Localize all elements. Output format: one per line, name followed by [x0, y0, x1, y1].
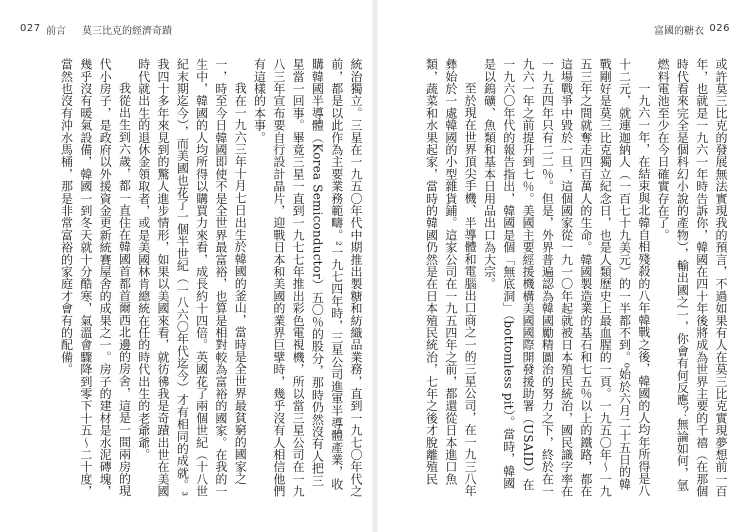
- right-page-header: [385, 22, 730, 38]
- left-page-number: 027: [20, 23, 41, 34]
- right-section-title: 富國的糖衣: [654, 26, 704, 37]
- right-body-text: [385, 58, 730, 498]
- paragraph: 一九六一年，在結束與北韓自相殘殺的八年韓戰之後，韓國的人均年所得是八十二元，就連迦納人（一百七十九美元）的一半都不到。⁰始於六月二十五日的韓戰剛好是莫三比克獨立紀念日，也是人類歷史上最血腥的一頁。一九五〇年～一九五三年之間就奪走四百萬人的生命。韓國製造業的基石和七五％以上的鐵路，都在這場戰爭中毀於一旦，這個國家從一九一〇年起就被日本殖民統治，國民識字率在一九五四年只有二二％。但是，外界普遍認為韓國勵精圖治的努力之下，終於在一九六一年之前提升到七％。美國主要經援機構美國國際開發援助署（USAID）在一九六〇年代的報告指出，韓國是個「無底洞」（bottomless pit）。當時，韓國是以鎢礦、魚類和基本日用品出口為大宗。: [482, 58, 651, 498]
- left-page: [20, 22, 365, 502]
- left-body-text: [20, 58, 365, 498]
- paragraph: 或許莫三比克的發展無法實現我的預言，不過如果有人在莫三比克實現夢想前一百年，也就是一九六一年時告訴你，韓國在四十年後將成為世界主要的千禧（在那個時代看來完全是個科幻小說的產物），輸出國之一，你會有何反應？無論如何，氫燃料電池至少在今日確實存在了。: [656, 58, 728, 498]
- paragraph: 統治獨立。三星在一九五〇年代中期推出製糖和紡織品業務，直到一九七〇年代之前，都是以此作為主要業務範疇。²一九七四年時，三星公司進軍半導體產業，收購韓國半導體（Korea Semiconductor）五〇％的股分，那時仍然沒有人把三星當一回事。畢竟三星一直到一九七七年推出彩色電視機，所以當三星公司在一九八三年宣布要自行設計晶片，迎戰日本和美國的業界巨擘時，幾乎沒有人相信他們有這樣的本事。: [252, 58, 363, 498]
- book-gutter: [372, 0, 378, 532]
- right-page: [385, 22, 730, 502]
- paragraph: 我在一九六三年十月七日出生於韓國的釜山，當時是全世界最貧窮的國家之一，時至今日韓國即使不是全世界最富裕，也算是相對較為富裕的國家。在我的一生中，韓國的人均所得以購買力來看，成長約十四倍。英國花了兩個世紀（十八世紀末期迄今），而美國也花了一個半世紀（一八六〇年代迄今）才有相同的成就。³我四十多年來見到的驚人進步情形，如果以美國來看，就彷彿我是奇蹟出世在美國時代就出生的退休金領取者，或是美國林肯總統在任的時代出生的老爺爺。: [136, 58, 248, 498]
- right-page-number: 026: [709, 23, 730, 34]
- paragraph: 我從出生到六歲，都一直住在韓國首都首爾西北邊的房舍，這是一間兩房的現代小房子，是政府以外援資金更新統賽屋舍的成果之一。房子的建材是水泥磚塊，幾乎沒有暖氣設備，韓國一到冬天就十分酷寒，氣溫會驟降到零下十五～二十度，當然也沒有沖水馬桶，那是非常富裕的家庭才會有的配備。: [59, 58, 132, 498]
- left-page-header: [20, 22, 365, 38]
- left-section-title: 莫三比克的經濟奇蹟: [82, 26, 172, 37]
- chapter-label: 前言: [46, 26, 66, 37]
- paragraph: 至於現在世界頂尖手機、半導體和電腦出口商之一的三星公司，在一九三八年彝始於一處韓國的小型雜貨鋪。這家公司在一九五四年之前，都還從日本進口魚類，蔬菜和水果起家，當時的韓國仍然是在日本殖民統治，七年之後才脫離殖民: [424, 58, 478, 497]
